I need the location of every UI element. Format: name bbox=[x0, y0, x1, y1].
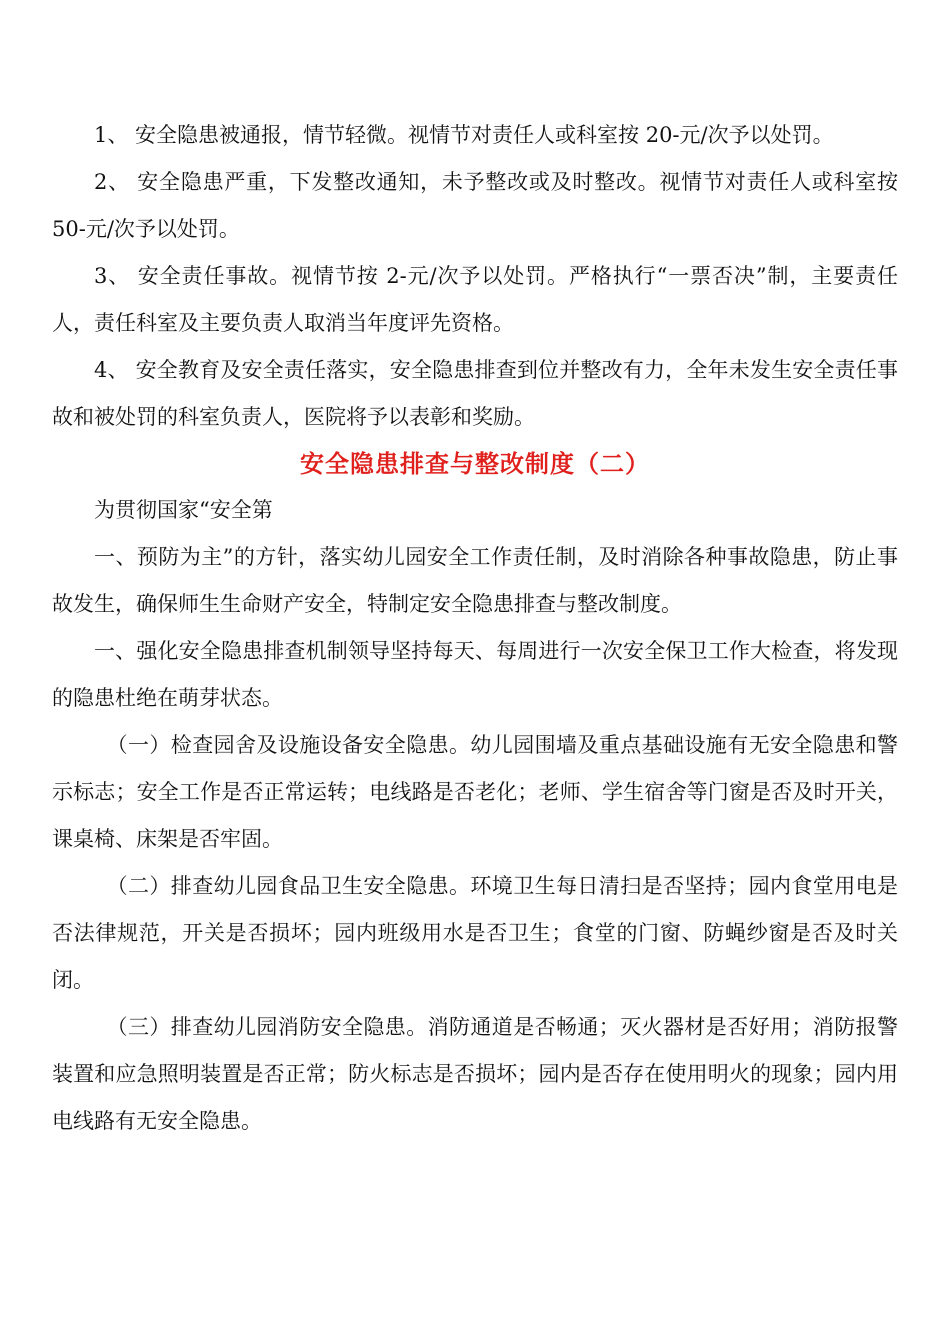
paragraph-reward-4: 4、 安全教育及安全责任落实，安全隐患排查到位并整改有力，全年未发生安全责任事故和被处罚的科室负责人，医院将予以表彰和奖励。 bbox=[52, 358, 898, 429]
paragraph-food-hygiene-check: （二）排查幼儿园食品卫生安全隐患。环境卫生每日清扫是否坚持；园内食堂用电是否法律规范，开关是否损坏；园内班级用水是否卫生；食堂的门窗、防蝇纱窗是否及时关闭。 bbox=[52, 874, 898, 992]
paragraph-penalty-2: 2、 安全隐患严重，下发整改通知，未予整改或及时整改。视情节对责任人或科室按50-元/次予以处罚。 bbox=[52, 170, 898, 241]
paragraph-policy: 一、预防为主”的方针，落实幼儿园安全工作责任制，及时消除各种事故隐患，防止事故发生，确保师生生命财产安全，特制定安全隐患排查与整改制度。 bbox=[52, 545, 898, 616]
paragraph-penalty-1: 1、 安全隐患被通报，情节轻微。视情节对责任人或科室按 20-元/次予以处罚。 bbox=[94, 123, 834, 147]
paragraph-facilities-check: （一）检查园舍及设施设备安全隐患。幼儿园围墙及重点基础设施有无安全隐患和警示标志；安全工作是否正常运转；电线路是否老化；老师、学生宿舍等门窗是否及时开关，课桌椅、床架是否牢固。 bbox=[52, 733, 898, 851]
paragraph-mechanism: 一、强化安全隐患排查机制领导坚持每天、每周进行一次安全保卫工作大检查，将发现的隐患杜绝在萌芽状态。 bbox=[52, 639, 898, 710]
document-body bbox=[52, 112, 898, 1145]
paragraph-fire-safety-check: （三）排查幼儿园消防安全隐患。消防通道是否畅通；灭火器材是否好用；消防报警装置和应急照明装置是否正常；防火标志是否损坏；园内是否存在使用明火的现象；园内用电线路有无安全隐患。 bbox=[52, 1015, 898, 1133]
paragraph-penalty-3: 3、 安全责任事故。视情节按 2-元/次予以处罚。严格执行“一票否决”制，主要责任人，责任科室及主要负责人取消当年度评先资格。 bbox=[52, 264, 898, 335]
paragraph-intro: 为贯彻国家“安全第 bbox=[94, 498, 273, 522]
section-title: 安全隐患排查与整改制度（二） bbox=[300, 449, 650, 478]
